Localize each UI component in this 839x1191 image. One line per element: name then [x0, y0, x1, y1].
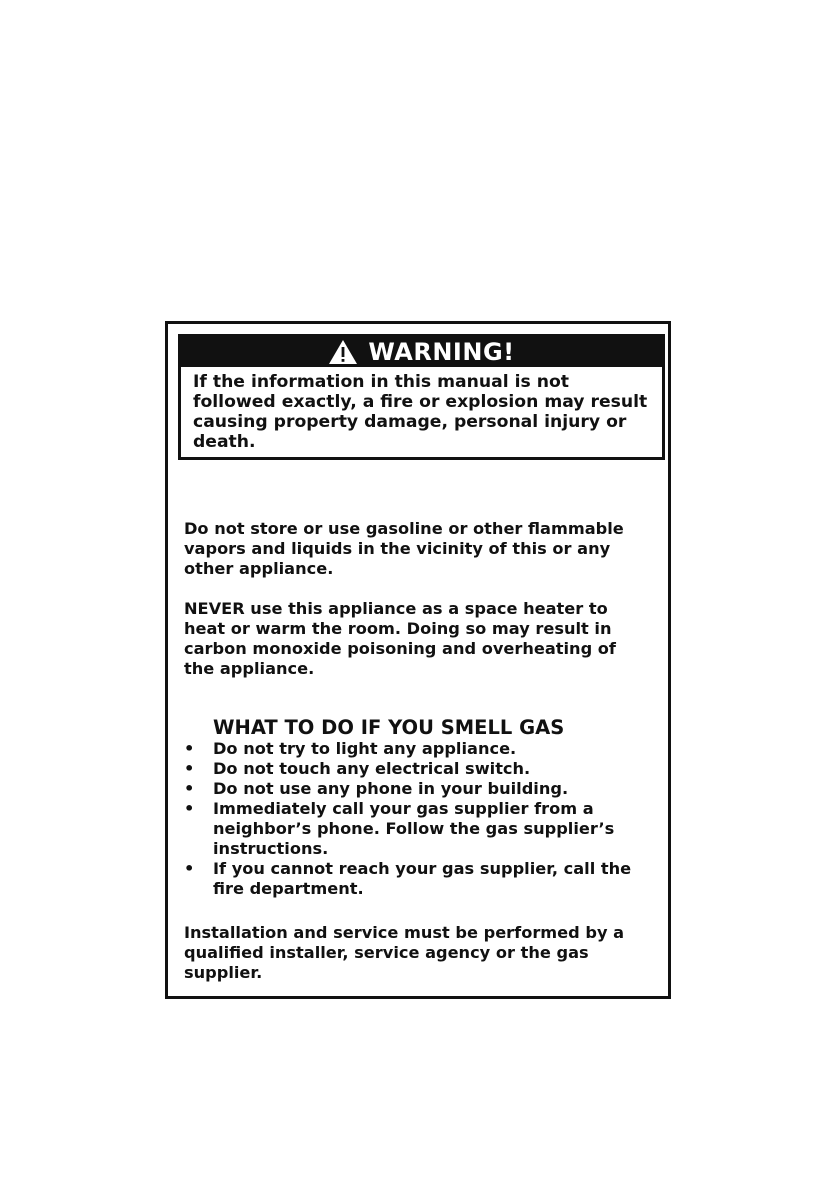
list-item	[184, 799, 648, 859]
list-item-text: Immediately call your gas supplier from a neighbor’s phone. Follow the gas supplier’s instructions.	[213, 799, 615, 858]
list-item	[184, 859, 648, 899]
warning-header	[181, 337, 662, 367]
smell-gas-heading: WHAT TO DO IF YOU SMELL GAS	[213, 716, 565, 739]
list-item-text: Do not try to light any appliance.	[213, 739, 517, 758]
list-item	[184, 739, 648, 759]
warning-triangle-icon	[328, 339, 358, 365]
list-item	[184, 759, 648, 779]
warning-box	[178, 334, 665, 460]
safety-notice-box	[165, 321, 671, 999]
list-item	[184, 779, 648, 799]
space-heater-paragraph: NEVER use this appliance as a space heater to heat or warm the room. Doing so may result in carbon monoxide poisoning and overheating of the appliance.	[184, 599, 616, 678]
list-item-text: If you cannot reach your gas supplier, call the fire department.	[213, 859, 632, 898]
bullet: •	[184, 759, 195, 778]
bullet: •	[184, 799, 195, 818]
warning-text: If the information in this manual is not followed exactly, a fire or explosion may result causing property damage, personal injury or death.	[193, 372, 648, 452]
smell-gas-list	[184, 739, 648, 899]
list-item-text: Do not touch any electrical switch.	[213, 759, 531, 778]
installation-paragraph: Installation and service must be performed by a qualified installer, service agency or the gas supplier.	[184, 923, 625, 982]
bullet: •	[184, 779, 195, 798]
flammables-paragraph: Do not store or use gasoline or other flammable vapors and liquids in the vicinity of this or any other appliance.	[184, 519, 624, 578]
bullet: •	[184, 859, 195, 878]
bullet: •	[184, 739, 195, 758]
warning-title: WARNING!	[368, 338, 515, 366]
list-item-text: Do not use any phone in your building.	[213, 779, 569, 798]
